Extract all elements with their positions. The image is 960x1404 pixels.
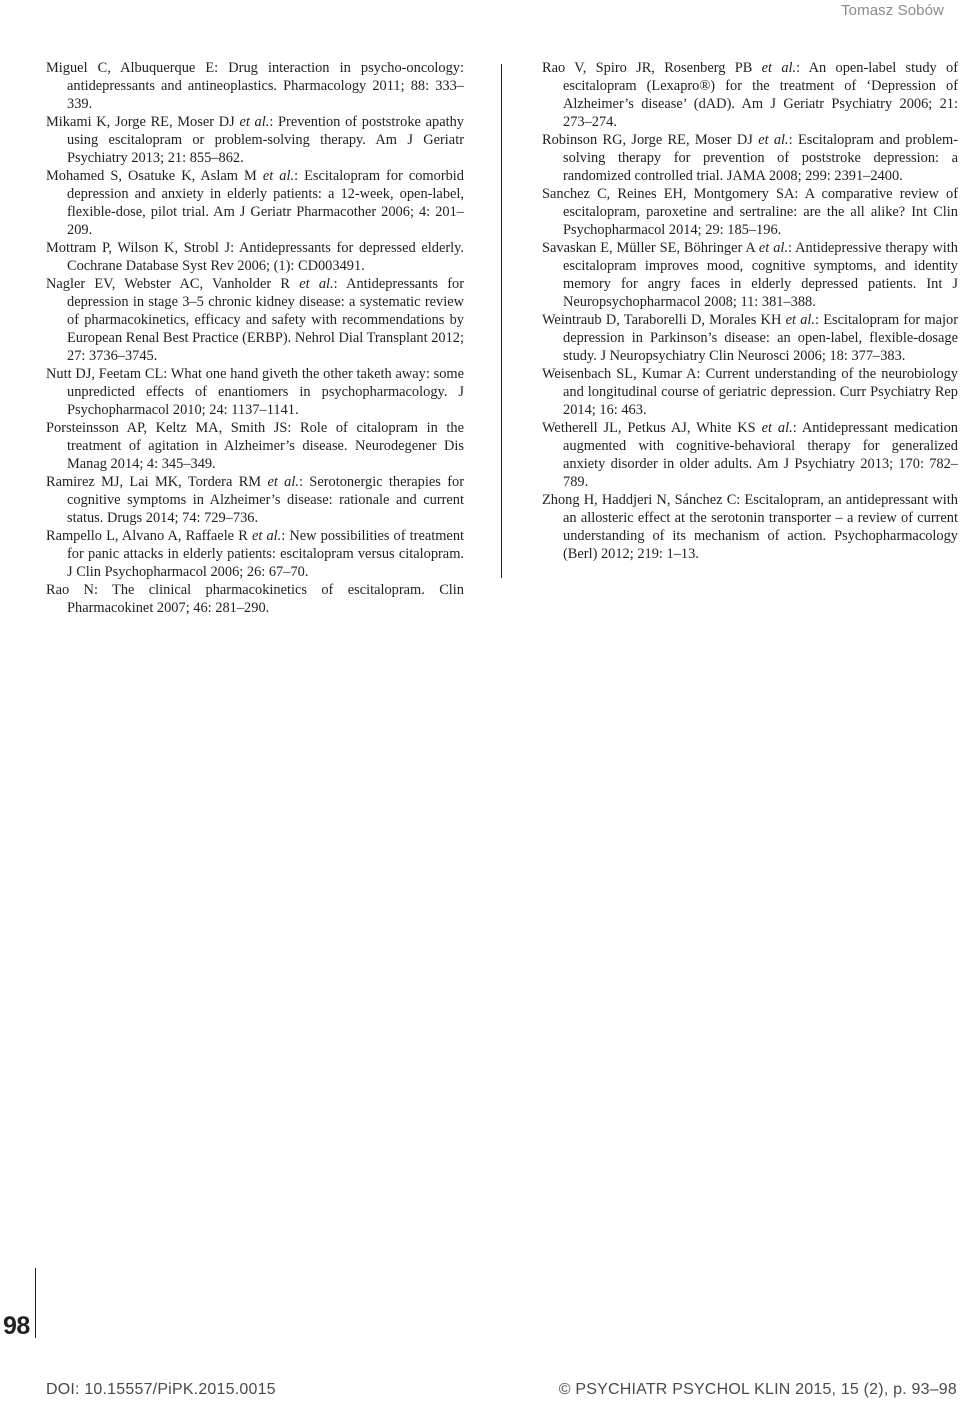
reference-entry — [542, 311, 958, 365]
column-divider — [501, 64, 502, 578]
reference-text: Mikami K, Jorge RE, Moser DJ — [46, 114, 240, 130]
reference-et-al: et al. — [267, 474, 299, 490]
reference-entry — [46, 167, 464, 239]
reference-entry — [46, 239, 464, 275]
reference-et-al: et al. — [785, 312, 816, 328]
reference-text: Savaskan E, Müller SE, Böhringer A — [542, 240, 759, 256]
reference-text: Weintraub D, Taraborelli D, Morales KH — [542, 312, 786, 328]
reference-text: Porsteinsson AP, Keltz MA, Smith JS: Role of citalopram in the treatment of agitation in Alzheimer’s disease. Neurodegener Dis Manag 2014; 4: 345–349. — [46, 420, 464, 472]
reference-entry — [542, 59, 958, 131]
reference-text: Weisenbach SL, Kumar A: Current understanding of the neurobiology and longitudinal course of geriatric depression. Curr Psychiatry Rep 2014; 16: 463. — [542, 366, 958, 418]
reference-et-al: et al. — [761, 420, 793, 436]
reference-entry — [542, 419, 958, 491]
reference-et-al: et al. — [299, 276, 334, 292]
reference-text: Rao V, Spiro JR, Rosenberg PB — [542, 60, 762, 76]
reference-entry — [46, 419, 464, 473]
reference-et-al: et al. — [251, 528, 282, 544]
reference-text: Nagler EV, Webster AC, Vanholder R — [46, 276, 300, 292]
reference-entry — [46, 527, 464, 581]
reference-text-rest: : Escitalopram for major depression in Parkinson’s disease: an open-label, flexible-dosage study. J Neuropsychiatry Clin Neurosci 2006; 18: 377–383. — [563, 312, 958, 364]
reference-entry — [46, 473, 464, 527]
reference-entry — [46, 275, 464, 365]
reference-entry — [46, 59, 464, 113]
reference-text: Zhong H, Haddjeri N, Sánchez C: Escitalopram, an antidepressant with an allosteric effect at the serotonin transporter – a review of current understanding of its mechanism of action. Psychopharmacology (Berl) 2012; 219: 1–13. — [542, 492, 958, 562]
reference-text-rest: : Antidepressive therapy with escitalopram improves mood, cognitive symptoms, and identity memory for angry faces in elderly depressed patients. Int J Neuropsychopharmacol 2008; 11: 381–388. — [563, 240, 958, 310]
reference-entry — [542, 365, 958, 419]
reference-text: Mottram P, Wilson K, Strobl J: Antidepressants for depressed elderly. Cochrane Database Syst Rev 2006; (1): CD003491. — [46, 240, 464, 274]
references-right-column — [542, 59, 958, 563]
reference-et-al: et al. — [239, 114, 270, 130]
reference-text: Nutt DJ, Feetam CL: What one hand giveth the other taketh away: some unpredicted effects of enantiomers in psychopharmacology. J Psychopharmacol 2010; 24: 1137–1141. — [46, 366, 464, 418]
references-left-column — [46, 59, 464, 617]
reference-text: Wetherell JL, Petkus AJ, White KS — [542, 420, 762, 436]
copyright-footer: © PSYCHIATR PSYCHOL KLIN 2015, 15 (2), p. 93–98 — [558, 1381, 957, 1398]
reference-entry — [46, 365, 464, 419]
reference-text-rest: : Prevention of poststroke apathy using escitalopram or problem-solving therapy. Am J Geriatr Psychiatry 2013; 21: 855–862. — [67, 114, 464, 166]
reference-entry — [542, 491, 958, 563]
reference-text-rest: : Antidepressant medication augmented with cognitive-behavioral therapy for generalized anxiety disorder in older adults. Am J Psychiatry 2013; 170: 782–789. — [563, 420, 958, 490]
reference-et-al: et al. — [758, 240, 788, 256]
reference-text: Mohamed S, Osatuke K, Aslam M — [46, 168, 263, 184]
reference-text: Rampello L, Alvano A, Raffaele R — [46, 528, 252, 544]
reference-text: Sanchez C, Reines EH, Montgomery SA: A comparative review of escitalopram, paroxetine and sertraline: are the all alike? Int Clin Psychopharmacol 2014; 29: 185–196. — [542, 186, 958, 238]
page-number: 98 — [3, 1312, 30, 1340]
reference-text-rest: : Escitalopram for comorbid depression and anxiety in elderly patients: a 12-week, open-label, flexible-dose, pilot trial. Am J Geriatr Pharmacother 2006; 4: 201–209. — [67, 168, 464, 238]
reference-et-al: et al. — [758, 132, 789, 148]
reference-text: Robinson RG, Jorge RE, Moser DJ — [542, 132, 759, 148]
reference-entry — [542, 239, 958, 311]
running-head-author: Tomasz Sobów — [841, 2, 944, 19]
reference-et-al: et al. — [761, 60, 797, 76]
reference-text: Miguel C, Albuquerque E: Drug interaction in psycho-oncology: antidepressants and antineoplastics. Pharmacology 2011; 88: 333–339. — [46, 60, 464, 112]
reference-text: Rao N: The clinical pharmacokinetics of escitalopram. Clin Pharmacokinet 2007; 46: 281–290. — [46, 582, 464, 616]
reference-text-rest: : Escitalopram and problem-solving therapy for prevention of poststroke depression: a randomized controlled trial. JAMA 2008; 299: 2391–2400. — [563, 132, 958, 184]
reference-text: Ramirez MJ, Lai MK, Tordera RM — [46, 474, 268, 490]
reference-text-rest: : New possibilities of treatment for panic attacks in elderly patients: escitalopram versus citalopram. J Clin Psychopharmacol 2006; 26: 67–70. — [67, 528, 465, 580]
reference-text-rest: : Antidepressants for depression in stage 3–5 chronic kidney disease: a systematic review of pharmacokinetics, efficacy and safety with recommendations by European Renal Best Practice (ERBP). Nehrol Dial Transplant 2012; 27: 3736–3745. — [67, 276, 464, 364]
reference-entry — [46, 581, 464, 617]
reference-text-rest: : An open-label study of escitalopram (Lexapro®) for the treatment of ‘Depression of Alzheimer’s disease’ (dAD). Am J Geriatr Psychiatry 2006; 21: 273–274. — [563, 60, 958, 130]
page-number-rule — [35, 1268, 36, 1338]
reference-entry — [542, 131, 958, 185]
reference-text-rest: : Serotonergic therapies for cognitive symptoms in Alzheimer’s disease: rationale and current status. Drugs 2014; 74: 729–736. — [67, 474, 464, 526]
reference-entry — [46, 113, 464, 167]
doi-footer: DOI: 10.15557/PiPK.2015.0015 — [46, 1381, 276, 1398]
reference-entry — [542, 185, 958, 239]
reference-et-al: et al. — [262, 168, 295, 184]
